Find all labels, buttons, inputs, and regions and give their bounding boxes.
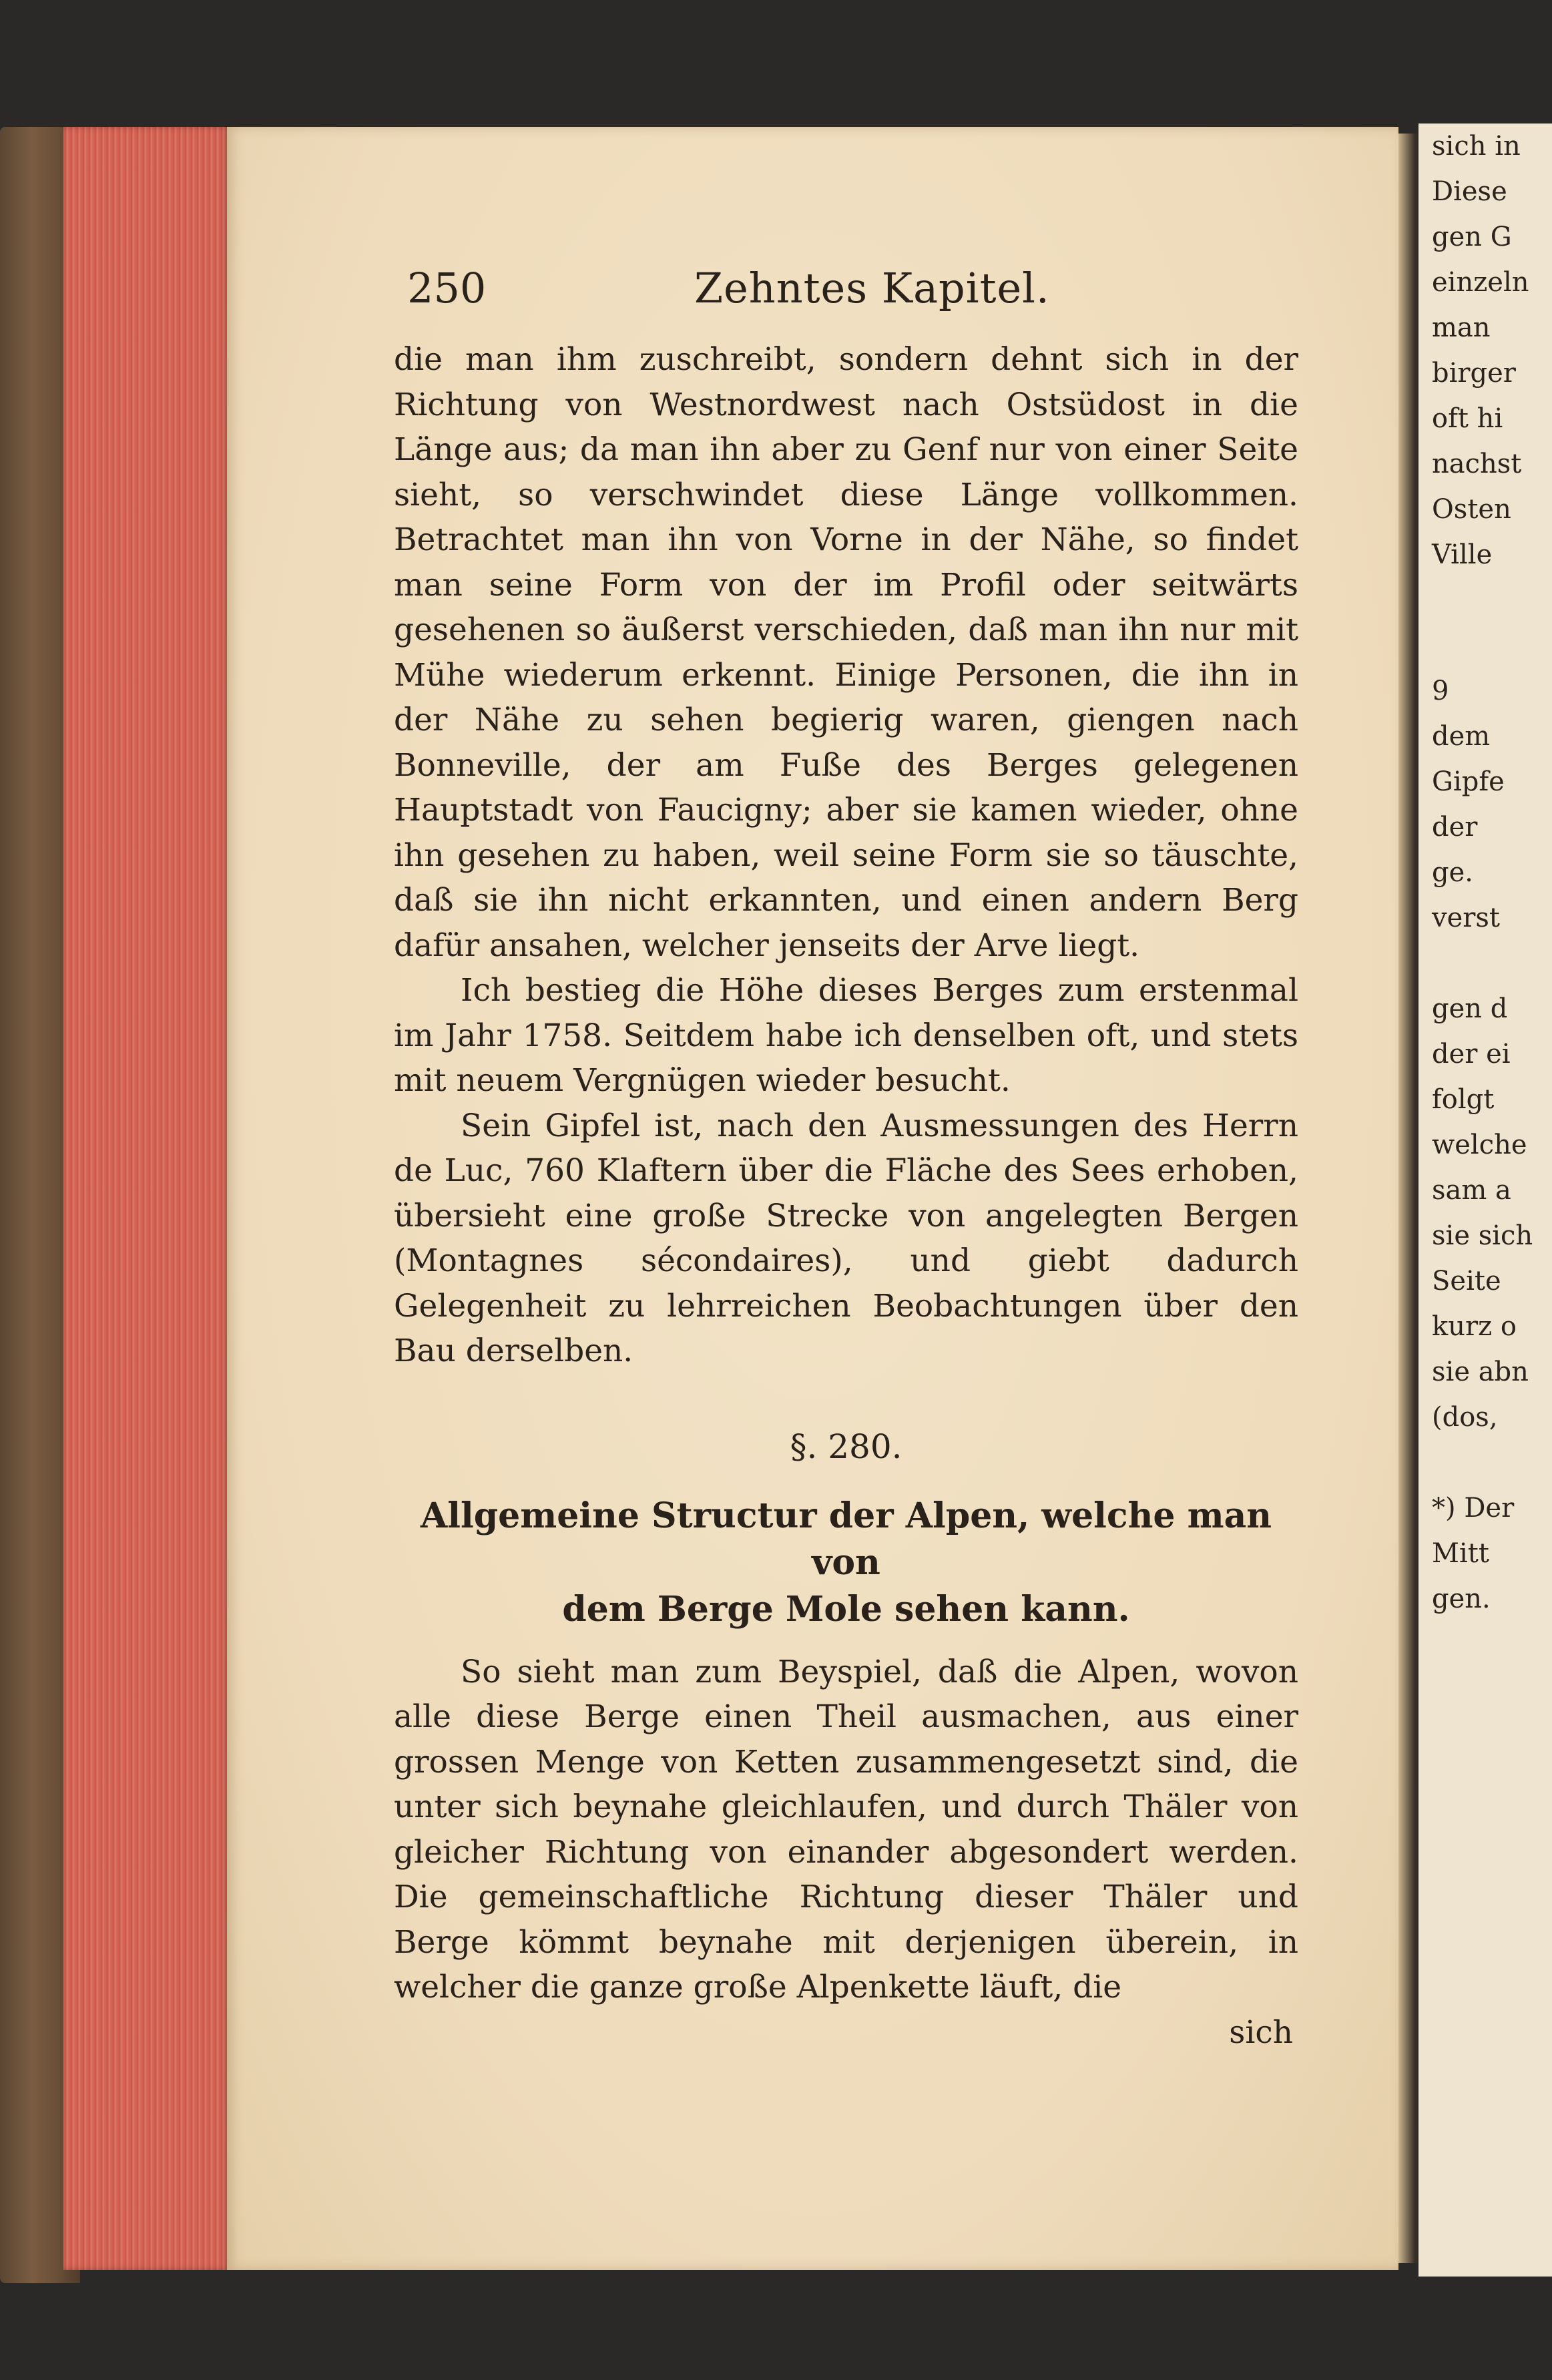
section-heading-line-2: dem Berge Mole sehen kann. [562,1588,1130,1630]
facing-page-line: sie abn [1432,1357,1529,1387]
facing-page-line: folgt [1432,1084,1495,1115]
paragraph-1: die man ihm zuschreibt, sondern dehnt sich in der Richtung von Westnordwest nach Ostsüdost in die Länge aus; da man ihn aber zu Genf nur von einer Seite sieht, so verschwindet diese Länge vollkommen. Betrachtet man ihn von Vorne in der Nähe, so findet man seine Form von der im Profil oder seitwärts gesehenen so äußerst verschieden, daß man ihn nur mit Mühe wiederum erkennt. Einige Personen, die ihn in der Nähe zu sehen begierig waren, giengen nach Bonneville, der am Fuße des Berges gelegenen Hauptstadt von Faucigny; aber sie kamen wieder, ohne ihn gesehen zu haben, weil seine Form sie so täuschte, daß sie ihn nicht erkannten, und einen andern Berg dafür ansahen, welcher jenseits der Arve liegt. [394,341,1298,964]
facing-page-line: birger [1432,358,1516,389]
facing-page-line: sie sich [1432,1220,1533,1251]
facing-page-line [1432,577,1552,623]
chapter-title: Zehntes Kapitel. [694,264,1050,312]
page-edges-red [63,127,230,2270]
page-number: 250 [407,264,487,312]
section-heading [394,1493,1298,1633]
facing-page-line: welche [1432,1130,1527,1160]
running-head [394,264,1298,337]
catchword: sich [1229,2013,1293,2051]
facing-page-line [1432,941,1552,986]
facing-page [1418,124,1552,2277]
facing-page-line: der [1432,812,1478,843]
section-body: So sieht man zum Beyspiel, daß die Alpen, wovon alle diese Berge einen Theil ausmachen, aus einer grossen Menge von Ketten zusammengesetzt sind, die unter sich beynahe gleichlaufen, und durch Thäler von gleicher Richtung von einander abgesondert werden. Die gemeinschaftliche Richtung dieser Thäler und Berge kömmt beynahe mit derjenigen überein, in welcher die ganze große Alpenkette läuft, die [394,1653,1298,2005]
section-heading-line-1: Allgemeine Structur der Alpen, welche man von [420,1495,1272,1583]
facing-page-text [1418,124,1552,1622]
facing-page-line: man [1432,312,1491,343]
paragraph-2: Ich bestieg die Höhe dieses Berges zum erstenmal im Jahr 1758. Seitdem habe ich denselben oft, und stets mit neuem Vergnügen wieder besucht. [394,972,1298,1099]
section-number: §. 280. [790,1427,902,1466]
facing-page-line: (dos, [1432,1402,1498,1433]
page-text-block [394,264,1298,2055]
facing-page-line: Ville [1432,539,1493,570]
facing-page-line: gen d [1432,993,1508,1024]
facing-page-line: gen G [1432,222,1512,252]
facing-page-line [1432,623,1552,668]
paragraph-3: Sein Gipfel ist, nach den Ausmessungen des Herrn de Luc, 760 Klaftern über die Fläche des Sees erhoben, übersieht eine große Strecke von angelegten Bergen (Montagnes sécondaires), und giebt dadurch Gelegenheit zu lehrreichen Beobachtungen über den Bau derselben. [394,1107,1298,1369]
facing-page-line: verst [1432,903,1500,933]
facing-page-line: sich in [1432,131,1521,162]
facing-page-line: einzeln [1432,267,1529,298]
facing-page-line: Mitt [1432,1538,1489,1569]
facing-page-line: *) Der [1432,1493,1515,1523]
facing-page-line: dem [1432,721,1491,752]
facing-page-line: oft hi [1432,403,1503,434]
facing-page-line: Diese [1432,176,1507,207]
facing-page-line: kurz o [1432,1311,1517,1342]
facing-page-line: sam a [1432,1175,1511,1206]
facing-page-line: der ei [1432,1039,1511,1069]
facing-page-line: Seite [1432,1266,1501,1296]
facing-page-line: Gipfe [1432,766,1505,797]
facing-page-line: gen. [1432,1584,1491,1614]
facing-page-line [1432,1440,1552,1485]
facing-page-line: Osten [1432,494,1511,525]
facing-page-line: 9 [1432,676,1449,706]
facing-page-line: nachst [1432,449,1522,479]
facing-page-line: ge. [1432,857,1473,888]
